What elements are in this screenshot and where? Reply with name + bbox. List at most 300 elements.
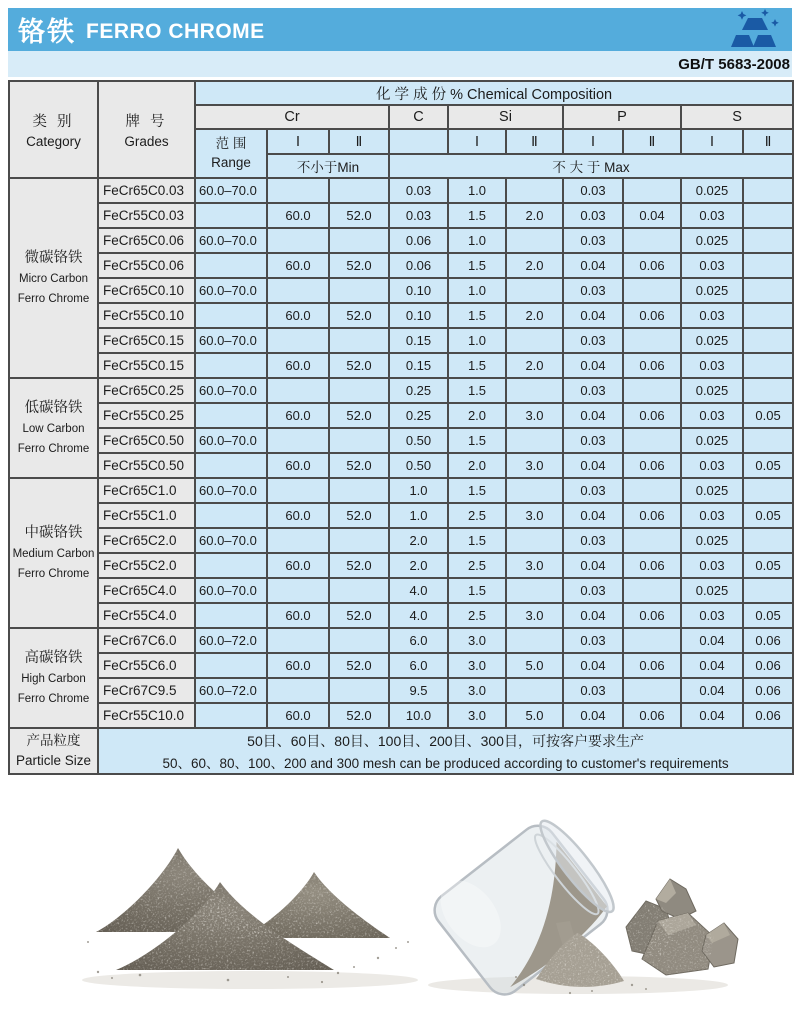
grade-cell: FeCr65C0.10 [98,278,195,303]
value-cell-si-i: 1.5 [448,203,506,228]
value-cell-s-i: 0.04 [681,678,743,703]
grade-cell: FeCr55C0.06 [98,253,195,278]
value-cell-p-i: 0.03 [563,278,623,303]
col-header-si-ii: Ⅱ [506,129,563,154]
value-cell-cr-range [195,303,267,328]
grade-cell: FeCr65C2.0 [98,528,195,553]
grade-cell: FeCr65C4.0 [98,578,195,603]
value-cell-si-i: 3.0 [448,678,506,703]
value-cell-cr-ii: 52.0 [329,453,389,478]
table-body [9,178,793,774]
value-cell-c: 0.50 [389,453,448,478]
value-cell-c: 1.0 [389,478,448,503]
col-header-si-i: Ⅰ [448,129,506,154]
category-header-en: Category [26,134,81,149]
value-cell-cr-i [267,578,329,603]
col-header-p: P [563,105,681,129]
value-cell-si-ii [506,328,563,353]
value-cell-s-i: 0.025 [681,178,743,203]
page [8,0,792,1020]
value-cell-p-ii [623,528,681,553]
value-cell-cr-i [267,228,329,253]
value-cell-cr-range: 60.0–70.0 [195,328,267,353]
value-cell-cr-range [195,253,267,278]
value-cell-si-ii [506,428,563,453]
grade-cell: FeCr65C0.25 [98,378,195,403]
value-cell-cr-ii [329,528,389,553]
value-cell-s-i: 0.03 [681,503,743,528]
value-cell-cr-i: 60.0 [267,553,329,578]
value-cell-p-ii [623,278,681,303]
col-header-composition: 化 学 成 份 % Chemical Composition [195,81,793,105]
value-cell-si-i: 1.5 [448,353,506,378]
table-row [9,453,793,478]
value-cell-cr-i [267,428,329,453]
header-row-1 [9,81,793,105]
value-cell-si-ii: 3.0 [506,603,563,628]
value-cell-c: 2.0 [389,528,448,553]
value-cell-cr-range [195,653,267,678]
value-cell-c: 4.0 [389,603,448,628]
value-cell-s-ii: 0.05 [743,403,793,428]
table-row [9,353,793,378]
value-cell-p-ii: 0.06 [623,703,681,728]
value-cell-cr-i: 60.0 [267,353,329,378]
ingots-logo-icon [724,9,786,51]
value-cell-cr-i [267,178,329,203]
col-header-cr-ii: Ⅱ [329,129,389,154]
value-cell-si-i: 1.5 [448,303,506,328]
value-cell-cr-ii [329,478,389,503]
value-cell-cr-i: 60.0 [267,453,329,478]
value-cell-s-ii: 0.05 [743,453,793,478]
col-header-s: S [681,105,793,129]
value-cell-s-ii [743,178,793,203]
grades-header-zh: 牌 号 [125,114,168,130]
value-cell-c: 6.0 [389,628,448,653]
value-cell-si-i: 1.5 [448,253,506,278]
value-cell-cr-ii [329,228,389,253]
value-cell-s-i: 0.04 [681,628,743,653]
category-cell: 低碳铬铁 Low Carbon Ferro Chrome [9,378,98,478]
table-row [9,403,793,428]
value-cell-p-ii [623,628,681,653]
value-cell-si-ii [506,578,563,603]
standard-bar [8,51,792,77]
value-cell-cr-range [195,503,267,528]
value-cell-s-ii [743,303,793,328]
value-cell-c: 0.06 [389,228,448,253]
col-header-cr-i: Ⅰ [267,129,329,154]
value-cell-cr-range [195,703,267,728]
value-cell-p-i: 0.04 [563,553,623,578]
value-cell-cr-i [267,328,329,353]
value-cell-cr-ii [329,378,389,403]
value-cell-cr-i: 60.0 [267,703,329,728]
value-cell-c: 9.5 [389,678,448,703]
value-cell-si-ii: 2.0 [506,253,563,278]
value-cell-cr-i: 60.0 [267,203,329,228]
range-header-en: Range [211,154,251,170]
table-row [9,503,793,528]
value-cell-cr-i [267,678,329,703]
value-cell-s-i: 0.03 [681,253,743,278]
value-cell-s-ii: 0.06 [743,653,793,678]
value-cell-si-ii: 5.0 [506,703,563,728]
value-cell-p-ii [623,678,681,703]
category-cell: 中碳铬铁 Medium Carbon Ferro Chrome [9,478,98,628]
grade-cell: FeCr55C0.10 [98,303,195,328]
col-header-p-ii: Ⅱ [623,129,681,154]
value-cell-si-ii [506,628,563,653]
value-cell-cr-range [195,553,267,578]
value-cell-s-i: 0.04 [681,703,743,728]
value-cell-p-ii [623,428,681,453]
value-cell-cr-i: 60.0 [267,403,329,428]
value-cell-s-i: 0.03 [681,603,743,628]
value-cell-s-i: 0.03 [681,353,743,378]
value-cell-s-ii: 0.05 [743,503,793,528]
value-cell-p-i: 0.03 [563,678,623,703]
value-cell-si-i: 2.5 [448,553,506,578]
value-cell-c: 0.15 [389,353,448,378]
grade-cell: FeCr65C1.0 [98,478,195,503]
value-cell-p-i: 0.03 [563,328,623,353]
col-header-range [195,129,267,178]
table-row [9,428,793,453]
grade-cell: FeCr55C10.0 [98,703,195,728]
value-cell-cr-ii [329,428,389,453]
value-cell-p-ii [623,478,681,503]
value-cell-c: 0.25 [389,403,448,428]
value-cell-s-ii [743,328,793,353]
table-row [9,628,793,653]
value-cell-si-ii [506,678,563,703]
powder-piles-photo [78,830,433,995]
value-cell-s-ii [743,378,793,403]
grade-cell: FeCr65C0.06 [98,228,195,253]
value-cell-s-ii: 0.06 [743,678,793,703]
value-cell-s-ii: 0.06 [743,703,793,728]
category-cell: 微碳铬铁 Micro Carbon Ferro Chrome [9,178,98,378]
value-cell-cr-range: 60.0–70.0 [195,528,267,553]
value-cell-p-ii: 0.06 [623,303,681,328]
value-cell-p-i: 0.03 [563,228,623,253]
value-cell-cr-ii: 52.0 [329,503,389,528]
value-cell-s-i: 0.025 [681,428,743,453]
value-cell-p-ii: 0.06 [623,653,681,678]
value-cell-s-ii [743,203,793,228]
value-cell-s-i: 0.025 [681,378,743,403]
value-cell-cr-ii: 52.0 [329,403,389,428]
value-cell-p-i: 0.04 [563,353,623,378]
value-cell-si-ii [506,278,563,303]
value-cell-cr-ii [329,278,389,303]
standard-code: GB/T 5683-2008 [678,55,790,73]
value-cell-c: 6.0 [389,653,448,678]
table-row [9,278,793,303]
value-cell-p-i: 0.03 [563,378,623,403]
col-header-grades [98,81,195,178]
grade-cell: FeCr67C9.5 [98,678,195,703]
value-cell-si-i: 1.5 [448,528,506,553]
value-cell-cr-ii: 52.0 [329,703,389,728]
value-cell-cr-range: 60.0–70.0 [195,578,267,603]
value-cell-p-ii [623,178,681,203]
table-row [9,203,793,228]
col-header-c-spacer [389,129,448,154]
value-cell-p-ii: 0.06 [623,603,681,628]
value-cell-si-i: 3.0 [448,628,506,653]
value-cell-p-i: 0.04 [563,503,623,528]
jar-and-lumps-photo [420,807,742,1007]
table-row [9,703,793,728]
value-cell-cr-ii [329,678,389,703]
value-cell-s-i: 0.025 [681,528,743,553]
value-cell-p-i: 0.04 [563,453,623,478]
grade-cell: FeCr55C4.0 [98,603,195,628]
table-row [9,678,793,703]
value-cell-s-ii: 0.05 [743,603,793,628]
value-cell-cr-ii: 52.0 [329,353,389,378]
grade-cell: FeCr65C0.15 [98,328,195,353]
value-cell-p-i: 0.04 [563,303,623,328]
value-cell-p-i: 0.03 [563,528,623,553]
value-cell-cr-i [267,278,329,303]
value-cell-si-ii [506,528,563,553]
value-cell-si-i: 1.0 [448,178,506,203]
grade-cell: FeCr55C0.50 [98,453,195,478]
value-cell-cr-ii [329,578,389,603]
value-cell-si-i: 1.0 [448,278,506,303]
value-cell-s-i: 0.025 [681,228,743,253]
table-row [9,253,793,278]
value-cell-s-ii [743,578,793,603]
value-cell-si-ii [506,228,563,253]
composition-table [8,80,794,775]
value-cell-cr-range: 60.0–70.0 [195,478,267,503]
value-cell-cr-i: 60.0 [267,603,329,628]
table-row [9,228,793,253]
value-cell-si-ii: 5.0 [506,653,563,678]
page-header [8,8,792,51]
value-cell-si-ii [506,178,563,203]
value-cell-p-i: 0.03 [563,428,623,453]
value-cell-p-ii: 0.06 [623,553,681,578]
particle-size-row [9,728,793,774]
value-cell-p-ii: 0.06 [623,353,681,378]
value-cell-p-ii: 0.06 [623,503,681,528]
value-cell-s-ii [743,353,793,378]
value-cell-si-i: 1.0 [448,228,506,253]
grade-cell: FeCr65C0.50 [98,428,195,453]
value-cell-si-i: 1.5 [448,578,506,603]
value-cell-s-i: 0.04 [681,653,743,678]
table-row [9,578,793,603]
value-cell-si-i: 2.5 [448,503,506,528]
grade-cell: FeCr67C6.0 [98,628,195,653]
grade-cell: FeCr55C2.0 [98,553,195,578]
value-cell-cr-range: 60.0–70.0 [195,428,267,453]
value-cell-p-i: 0.03 [563,628,623,653]
value-cell-cr-range: 60.0–70.0 [195,378,267,403]
value-cell-cr-range: 60.0–70.0 [195,228,267,253]
value-cell-s-ii [743,478,793,503]
value-cell-p-i: 0.04 [563,403,623,428]
value-cell-cr-range [195,403,267,428]
value-cell-cr-i: 60.0 [267,653,329,678]
value-cell-s-ii [743,528,793,553]
value-cell-p-i: 0.04 [563,703,623,728]
table-row [9,303,793,328]
value-cell-s-i: 0.03 [681,203,743,228]
col-header-max: 不 大 于 Max [389,154,793,178]
value-cell-cr-ii [329,328,389,353]
value-cell-cr-range: 60.0–72.0 [195,628,267,653]
table-row [9,528,793,553]
value-cell-cr-i: 60.0 [267,253,329,278]
value-cell-s-i: 0.03 [681,553,743,578]
value-cell-cr-i: 60.0 [267,303,329,328]
table-row [9,178,793,203]
value-cell-p-i: 0.03 [563,478,623,503]
value-cell-c: 0.25 [389,378,448,403]
value-cell-si-i: 1.5 [448,428,506,453]
value-cell-p-i: 0.03 [563,178,623,203]
value-cell-si-i: 1.5 [448,378,506,403]
value-cell-cr-ii: 52.0 [329,553,389,578]
value-cell-p-ii: 0.04 [623,203,681,228]
grade-cell: FeCr55C6.0 [98,653,195,678]
col-header-si: Si [448,105,563,129]
table-row [9,653,793,678]
value-cell-cr-ii: 52.0 [329,253,389,278]
value-cell-s-i: 0.025 [681,328,743,353]
value-cell-p-i: 0.04 [563,253,623,278]
category-cell: 高碳铬铁 High Carbon Ferro Chrome [9,628,98,728]
value-cell-s-i: 0.025 [681,478,743,503]
table-row [9,378,793,403]
value-cell-c: 10.0 [389,703,448,728]
value-cell-s-ii [743,278,793,303]
value-cell-cr-ii: 52.0 [329,603,389,628]
value-cell-cr-i [267,528,329,553]
value-cell-cr-ii: 52.0 [329,303,389,328]
value-cell-p-i: 0.03 [563,203,623,228]
table-row [9,603,793,628]
value-cell-p-ii: 0.06 [623,253,681,278]
value-cell-s-ii: 0.05 [743,553,793,578]
value-cell-si-ii: 3.0 [506,553,563,578]
value-cell-s-i: 0.03 [681,303,743,328]
value-cell-si-i: 2.0 [448,453,506,478]
value-cell-si-i: 1.5 [448,478,506,503]
value-cell-si-i: 2.5 [448,603,506,628]
col-header-s-i: Ⅰ [681,129,743,154]
value-cell-cr-range [195,453,267,478]
value-cell-cr-range: 60.0–70.0 [195,178,267,203]
col-header-s-ii: Ⅱ [743,129,793,154]
category-header-zh: 类 别 [32,114,75,130]
value-cell-s-i: 0.03 [681,403,743,428]
value-cell-s-i: 0.025 [681,278,743,303]
value-cell-c: 2.0 [389,553,448,578]
value-cell-p-i: 0.04 [563,603,623,628]
value-cell-s-ii [743,253,793,278]
value-cell-cr-ii: 52.0 [329,203,389,228]
table-row [9,478,793,503]
value-cell-cr-i: 60.0 [267,503,329,528]
value-cell-si-ii: 2.0 [506,353,563,378]
col-header-category [9,81,98,178]
col-header-c: C [389,105,448,129]
value-cell-cr-i [267,628,329,653]
value-cell-si-i: 2.0 [448,403,506,428]
value-cell-si-ii: 3.0 [506,403,563,428]
range-header-zh: 范 围 [215,136,247,152]
particle-size-label: 产品粒度 Particle Size [9,728,98,774]
page-title-en: FERRO CHROME [86,19,265,43]
value-cell-si-ii [506,378,563,403]
value-cell-cr-ii [329,628,389,653]
value-cell-cr-range [195,603,267,628]
value-cell-c: 0.03 [389,178,448,203]
value-cell-cr-ii [329,178,389,203]
value-cell-s-ii: 0.06 [743,628,793,653]
value-cell-s-ii [743,228,793,253]
value-cell-c: 0.03 [389,203,448,228]
value-cell-cr-range: 60.0–70.0 [195,278,267,303]
value-cell-cr-i [267,478,329,503]
value-cell-si-ii: 3.0 [506,453,563,478]
value-cell-c: 0.15 [389,328,448,353]
col-header-min: 不小于Min [267,154,389,178]
col-header-p-i: Ⅰ [563,129,623,154]
table-row [9,553,793,578]
value-cell-p-ii: 0.06 [623,453,681,478]
grade-cell: FeCr55C0.15 [98,353,195,378]
grade-cell: FeCr55C0.25 [98,403,195,428]
value-cell-cr-range [195,353,267,378]
value-cell-cr-ii: 52.0 [329,653,389,678]
value-cell-s-i: 0.03 [681,453,743,478]
value-cell-p-ii [623,378,681,403]
value-cell-p-i: 0.03 [563,578,623,603]
value-cell-p-ii [623,578,681,603]
value-cell-si-i: 3.0 [448,653,506,678]
value-cell-s-i: 0.025 [681,578,743,603]
value-cell-p-ii [623,328,681,353]
grade-cell: FeCr55C0.03 [98,203,195,228]
grade-cell: FeCr55C1.0 [98,503,195,528]
value-cell-cr-range [195,203,267,228]
value-cell-cr-i [267,378,329,403]
page-title-zh: 铬铁 [18,17,76,47]
value-cell-si-ii [506,478,563,503]
col-header-cr: Cr [195,105,389,129]
grade-cell: FeCr65C0.03 [98,178,195,203]
value-cell-cr-range: 60.0–72.0 [195,678,267,703]
value-cell-si-ii: 3.0 [506,503,563,528]
value-cell-c: 0.10 [389,303,448,328]
value-cell-c: 0.06 [389,253,448,278]
table-row [9,328,793,353]
value-cell-c: 4.0 [389,578,448,603]
product-photos [8,795,792,1020]
value-cell-si-i: 3.0 [448,703,506,728]
value-cell-c: 0.10 [389,278,448,303]
value-cell-s-ii [743,428,793,453]
